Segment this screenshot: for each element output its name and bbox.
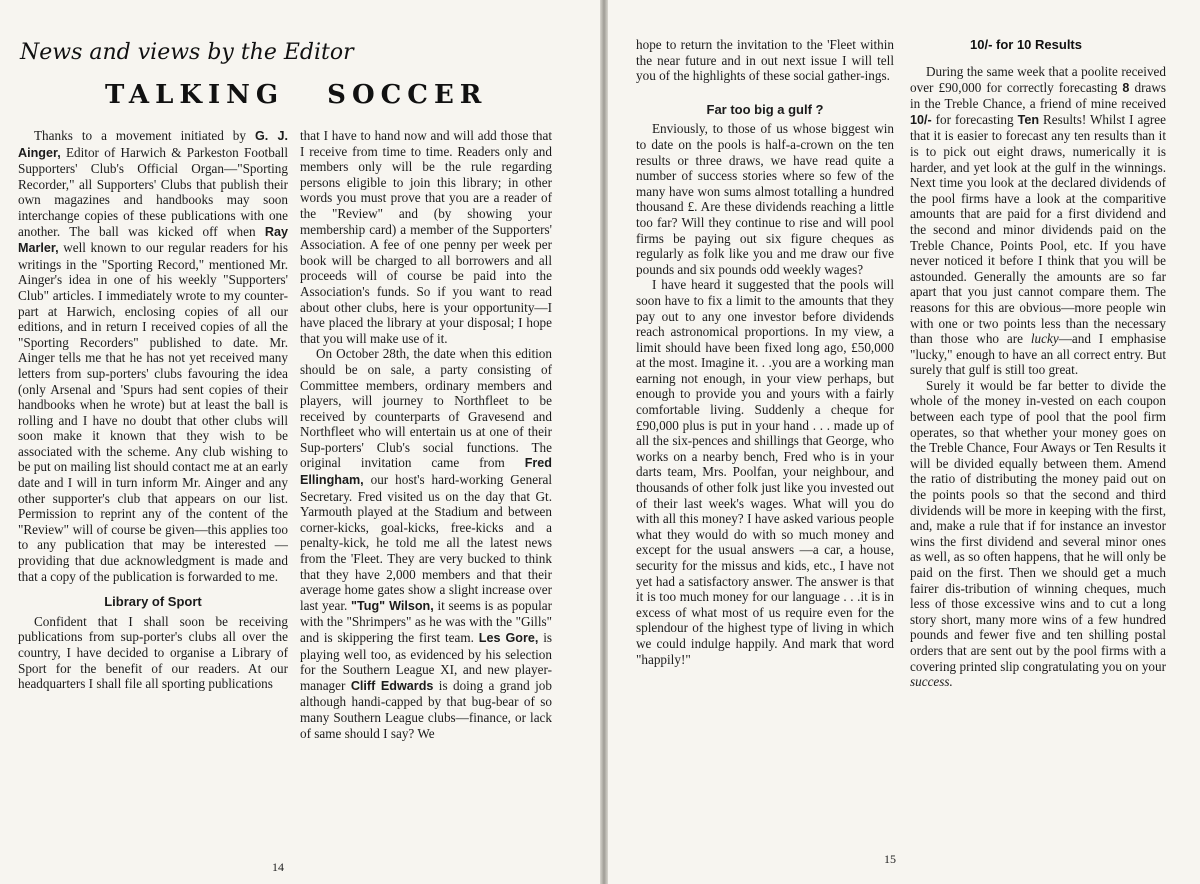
paragraph: Thanks to a movement initiated by G. J. Ainger, Editor of Harwich & Parkeston Football Supporters' Club's Official Organ—"Sporting Recorder," all Supporters' Clubs that publish their own magazines and handbooks may soon interchange copies of these publications with one another. The ball was kicked off when Ray Marler, well known to our regular readers for his writings in the "Sporting Record," mentioned Mr. Ainger's idea in one of his weekly "Supporters' Club" articles. I immediately wrote to my counter-part at Harwich, enclosing copies of all our editions, and in return I received copies of all the "Sporting Recorders" published to date. Mr. Ainger tells me that he has not yet received many letters from sup-porters' clubs favouring the idea (only Arsenal and 'Spurs had sent copies of their handbooks when he wrote) but at least the ball is rolling and I have no doubt that other clubs will soon make it known that they wish to be associated with the scheme. Any club wishing to be put on mailing list should contact me at an early date and I will in turn inform Mr. Ainger and any other supporter's club that appears on our list. Permission to reprint any of the content of the "Review" will of course be given—this applies too to any publication that may be interested — providing that due acknowledgment is made and that a copy of the publication is forwarded to me. <box>18 128 288 584</box>
page-number: 15 <box>884 852 896 866</box>
paragraph: On October 28th, the date when this edition should be on sale, a party consisting of Committee members, ordinary members and players, will journey to Northfleet to be received by counterparts of Gravesend and Northfleet who will entertain us at one of their Sup-porters' Club's social functions. The original invitation came from Fred Ellingham, our host's hard-working General Secretary. Fred visited us on the day that Gt. Yarmouth played at the Stadium and between corner-kicks, goal-kicks, free-kicks and a penalty-kick, he told me all the latest news from the 'Fleet. They are very bucked to think that they have 2,000 members and that their average home gates show a slight increase over last year. "Tug" Wilson, it seems is as popular with the "Shrimpers" as he was with the "Gills" and is skippering the first team. Les Gore, is playing well too, as evidenced by his selection for the Southern League XI, and new player-manager Cliff Edwards is doing a grand job although handi-capped by that bug-bear of so many Southern League clubs—finance, or lack of same should I say? We <box>300 346 553 741</box>
subheading-far-too-big-a-gulf: Far too big a gulf ? <box>706 101 824 117</box>
paragraph: Enviously, to those of us whose biggest win to date on the pools is half-a-crown on the ten results or three draws, we have read quite a number of success stories where so few of the many have won sums almost totalling a hundred thousand £. Are these dividends reaching a little too far? Will they continue to rise and will pool firms be paying out six figure cheques as regularly as folk like you and me draw our five pounds and six pounds odd weekly wages? <box>636 121 894 277</box>
article-headline: TALKING SOCCER <box>105 80 488 110</box>
sidebar-title: 10/- for 10 Results <box>970 37 1082 52</box>
spine-gutter <box>600 0 608 884</box>
page-number: 14 <box>272 860 284 874</box>
right-column-2 <box>910 64 1166 690</box>
left-column-2 <box>300 128 552 741</box>
paragraph: Surely it would be far better to divide the whole of the money in-vested on each coupon between each type of pool that the pool firm operates, so that whether your money goes on the Treble Chance, Four Aways or Ten Results it will be divided equally between them. Amend the ratio of distributing the money paid out on the points pools so that the second and third dividends will be more in keeping with the first, and, make a rule that if for instance an investor wins the first dividend and several minor ones as well, as so often happens, that he will only be paid on the first. Then we should get a much fairer dis-tribution of winning cheques, much less of those excessive wins and to cut a long story short, many more wins of a few hundred pounds and fewer five and ten shilling postal orders that are sent out by the pool firms with a covering printed slip congratulating you on your success. <box>910 377 1166 690</box>
paragraph: that I have to hand now and will add those that I receive from time to time. Readers only and members only will be the rule regarding persons eligible to join this library; in other words you must prove that you are a reader of the "Review" and (by showing your membership card) a member of the Supporters' Association. A fee of one penny per week per book will be charged to all borrowers and all proceeds will of course be paid into the Association's funds. So if you want to read about other clubs, here is your opportunity—I have placed the library at your disposal; I hope that you will make use of it. <box>300 128 552 346</box>
right-column-1 <box>636 37 894 667</box>
paragraph: During the same week that a poolite received over £90,000 for correctly forecasting 8 draws in the Treble Chance, a friend of mine received 10/- for forecasting Ten Results! Whilst I agree that it is easier to forecast any ten results than it is to pick out eight draws, numerically it is harder, and yet look at the gulf in the winnings. Next time you look at the declared dividends of the pool firms have a look at the comparitive amounts that are paid for a first dividend and the second and minor dividends paid on the Treble Chance, Points Pool, etc. If you have never noticed it before I think that you will be astounded. Generally the amounts are so far apart that you just cannot compare them. The reasons for this are obvious—more people win with one or two points less than the necessary than those who are lucky—and I emphasise "lucky," enough to have an all correct entry. But surely that gulf is still too great. <box>910 64 1167 378</box>
paragraph: I have heard it suggested that the pools will soon have to fix a limit to the amounts that they pay out to any one investor before dividends reach astronomical proportions. In my view, a limit should have been fixed long ago, £50,000 at the most. Imagine it. . .you are a working man earning not enough, in your view perhaps, but enough to provide you and yours with a fairly comfortable living. Suddenly a cheque for £90,000 plus is put in your hand . . . made up of all the six-pences and shillings that George, who works on a nearby bench, Fred who is in your darts team, Mrs. Poolfan, your neighbour, and thousands of other folk just like you invested out of their last week's wages. What will you do with all this money? I have asked various people what they would do with so much money and except for the usual answers —a car, a house, security for the missus and kids, etc., I have not yet had a satisfactory answer. The answer is that it is too much money for our language . . .it is in excess of what most of us require even for the splendour of the highest type of living in which we could indulge happily. And mark that word "happily!" <box>636 277 894 667</box>
paragraph: Confident that I shall soon be receiving publications from sup-porter's clubs all over the country, I have decided to organise a Library of Sport for the benefit of our readers. At our headquarters I shall file all sporting publications <box>18 613 288 692</box>
right-page <box>608 0 1200 884</box>
subheading-library-of-sport: Library of Sport <box>104 594 202 610</box>
section-kicker: News and views by the Editor <box>20 40 354 65</box>
left-column-1 <box>18 128 288 692</box>
paragraph: hope to return the invitation to the 'Fleet within the near future and in out next issue I will tell you of the highlights of these social gather-ings. <box>636 37 894 84</box>
